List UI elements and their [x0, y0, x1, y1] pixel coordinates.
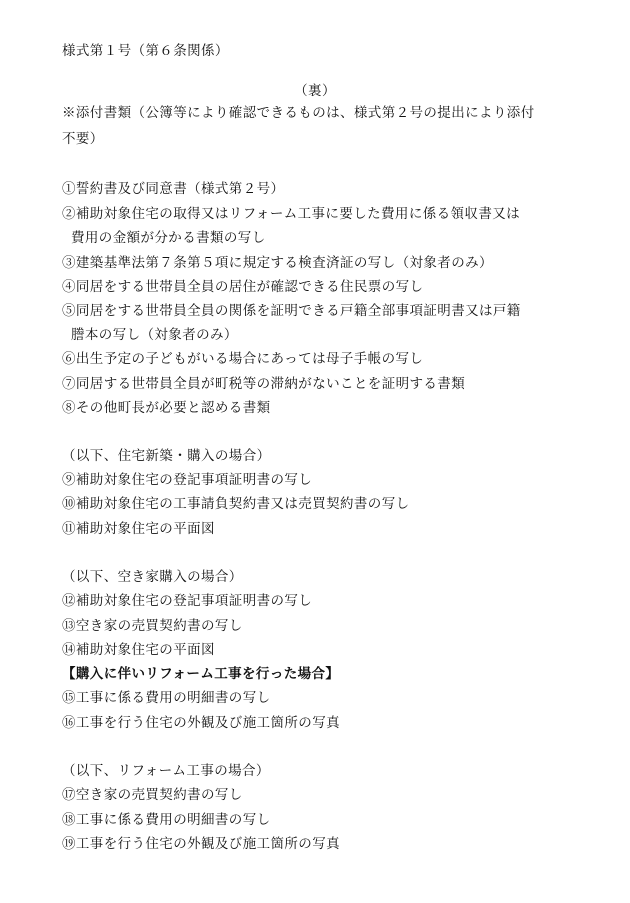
list-item: ⑮工事に係る費用の明細書の写し	[62, 690, 271, 706]
list-item: ③建築基準法第７条第５項に規定する検査済証の写し（対象者のみ）	[62, 255, 493, 271]
list-item: ⑲工事を行う住宅の外観及び施工箇所の写真	[62, 836, 340, 852]
form-number: 様式第１号（第６条関係）	[62, 43, 229, 59]
list-item: ⑩補助対象住宅の工事請負契約書又は売買契約書の写し	[62, 496, 410, 512]
list-item: ⑱工事に係る費用の明細書の写し	[62, 812, 271, 828]
subsection-heading-reform-after-purchase: 【購入に伴いリフォーム工事を行った場合】	[62, 666, 340, 682]
list-item: ⑫補助対象住宅の登記事項証明書の写し	[62, 593, 313, 609]
list-item: ④同居をする世帯員全員の居住が確認できる住民票の写し	[62, 279, 424, 295]
section-heading-reform: （以下、リフォーム工事の場合）	[62, 763, 270, 779]
list-item: ⑭補助対象住宅の平面図	[62, 642, 215, 658]
list-item: ⑤同居をする世帯員全員の関係を証明できる戸籍全部事項証明書又は戸籍	[62, 303, 521, 319]
list-item: ①誓約書及び同意書（様式第２号）	[62, 181, 285, 197]
list-item: ⑨補助対象住宅の登記事項証明書の写し	[62, 472, 313, 488]
list-item: ⑥出生予定の子どもがいる場合にあっては母子手帳の写し	[62, 351, 424, 367]
list-item: ⑪補助対象住宅の平面図	[62, 521, 215, 537]
attachments-note-line1: ※添付書類（公簿等により確認できるものは、様式第２号の提出により添付	[62, 105, 535, 121]
attachments-note-line2: 不要）	[62, 131, 104, 147]
list-item-continuation: 謄本の写し（対象者のみ）	[71, 327, 238, 343]
section-heading-new-build: （以下、住宅新築・購入の場合）	[62, 448, 271, 464]
page-side-label: （裏）	[294, 83, 336, 99]
list-item: ⑧その他町長が必要と認める書類	[62, 400, 271, 416]
list-item: ⑯工事を行う住宅の外観及び施工箇所の写真	[62, 715, 340, 731]
list-item-continuation: 費用の金額が分かる書類の写し	[71, 230, 266, 246]
list-item: ⑦同居する世帯員全員が町税等の滞納がないことを証明する書類	[62, 376, 466, 392]
list-item: ⑬空き家の売買契約書の写し	[62, 618, 243, 634]
list-item: ②補助対象住宅の取得又はリフォーム工事に要した費用に係る領収書又は	[62, 206, 521, 222]
list-item: ⑰空き家の売買契約書の写し	[62, 787, 243, 803]
section-heading-vacant-house: （以下、空き家購入の場合）	[62, 569, 243, 585]
